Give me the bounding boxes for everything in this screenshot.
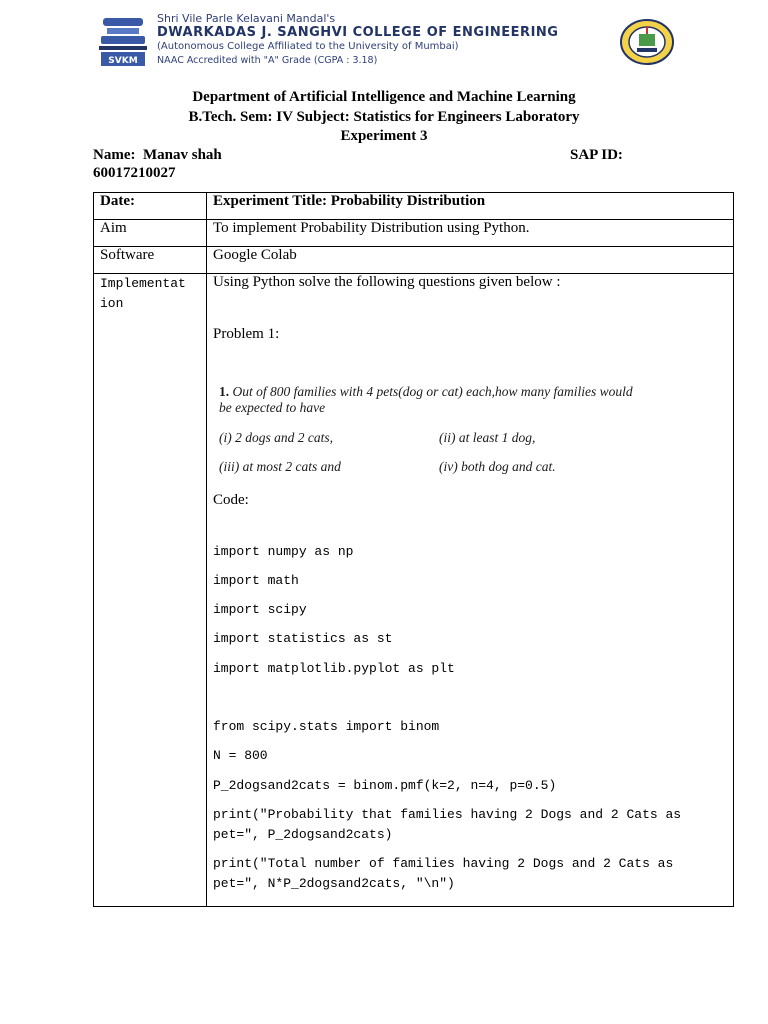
- code-line: pet=", P_2dogsand2cats): [213, 827, 393, 842]
- code-line: import matplotlib.pyplot as plt: [213, 661, 455, 676]
- problem-heading: Problem 1:: [213, 326, 280, 342]
- svkm-logo-icon: [95, 14, 151, 68]
- problem-part-ii: (ii) at least 1 dog,: [439, 430, 536, 445]
- accreditation-text: NAAC Accredited with "A" Grade (CGPA : 3.18): [157, 55, 378, 66]
- problem-part-iv: (iv) both dog and cat.: [439, 459, 556, 474]
- svkm-logo-text: SVKM: [108, 56, 138, 66]
- code-line: import scipy: [213, 602, 307, 617]
- code-line: print("Probability that families having 2 Dogs and 2 Cats as: [213, 807, 682, 822]
- trust-name: Shri Vile Parle Kelavani Mandal's: [157, 12, 336, 25]
- experiment-title-cell: Experiment Title: Probability Distribution: [207, 193, 734, 220]
- affiliation-text: (Autonomous College Affiliated to the University of Mumbai): [157, 41, 459, 52]
- code-line: import math: [213, 573, 299, 588]
- software-label: Software: [94, 247, 207, 274]
- college-header-text: [157, 12, 607, 68]
- problem-line1: Out of 800 families with 4 pets(dog or cat) each,how many families would: [232, 384, 633, 399]
- problem-part-iii: (iii) at most 2 cats and: [219, 459, 341, 474]
- table-row: [94, 247, 734, 274]
- student-name: Manav shah: [142, 147, 222, 163]
- table-row: [94, 220, 734, 247]
- implementation-content: [207, 274, 734, 907]
- department-title: Department of Artificial Intelligence and Machine Learning: [192, 89, 576, 105]
- code-line: print("Total number of families having 2 Dogs and 2 Cats as: [213, 856, 674, 871]
- experiment-title: Experiment 3: [340, 128, 428, 144]
- problem-line2: be expected to have: [219, 400, 326, 415]
- implementation-label: [94, 274, 207, 907]
- intro-text: Using Python solve the following questions given below :: [213, 274, 561, 290]
- code-line: P_2dogsand2cats = binom.pmf(k=2, n=4, p=0.5): [213, 778, 557, 793]
- problem-statement-image: [219, 380, 709, 490]
- implementation-label-line2: ion: [100, 296, 124, 311]
- name-label: Name:: [93, 147, 136, 163]
- code-line: from scipy.stats import binom: [213, 719, 440, 734]
- code-line: N = 800: [213, 748, 268, 763]
- course-title: B.Tech. Sem: IV Subject: Statistics for Engineers Laboratory: [188, 108, 580, 125]
- experiment-table: [93, 192, 734, 907]
- date-label: Date:: [94, 193, 207, 220]
- code-line: import numpy as np: [213, 544, 354, 559]
- code-line: import statistics as st: [213, 631, 393, 646]
- sap-id-label: SAP ID:: [570, 147, 623, 163]
- aim-value: To implement Probability Distribution using Python.: [207, 220, 734, 247]
- implementation-label-line1: Implementat: [100, 276, 186, 291]
- software-value: Google Colab: [207, 247, 734, 274]
- sap-id-value: 60017210027: [93, 165, 176, 181]
- code-line: pet=", N*P_2dogsand2cats, "\n"): [213, 876, 455, 891]
- letterhead: [95, 12, 695, 72]
- problem-part-i: (i) 2 dogs and 2 cats,: [219, 430, 333, 445]
- code-label: Code:: [213, 492, 249, 508]
- problem-number: 1.: [219, 384, 230, 399]
- document-titles: [0, 88, 768, 147]
- table-row: [94, 193, 734, 220]
- table-row: [94, 274, 734, 907]
- aim-label: Aim: [94, 220, 207, 247]
- student-info: [93, 146, 733, 182]
- college-emblem-icon: [617, 18, 677, 66]
- college-name: DWARKADAS J. SANGHVI COLLEGE OF ENGINEERING: [157, 25, 559, 40]
